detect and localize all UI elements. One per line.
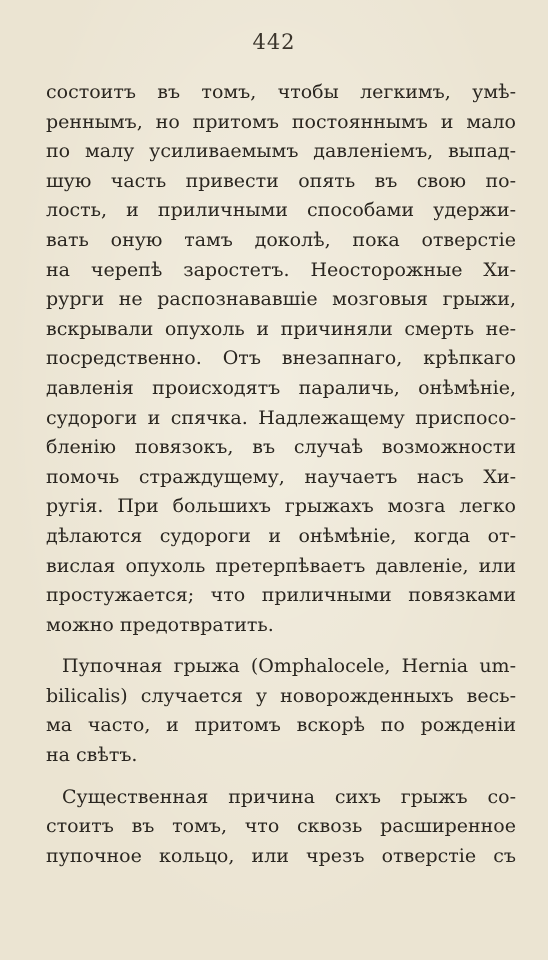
text-line: дѣлаются судороги и онѣмѣніе, когда от- [46, 524, 516, 547]
body-text [46, 78, 516, 871]
text-line: давленія происходятъ параличь, онѣмѣніе, [46, 376, 516, 399]
text-line: лость, и приличными способами удержи- [46, 199, 516, 222]
text-line: ма часто, и притомъ вскорѣ по рожденіи [46, 714, 516, 737]
text-line: судороги и спячка. Надлежащему приспосо- [46, 406, 516, 429]
text-line: можно предотвратить. [46, 613, 274, 636]
text-line: реннымъ, но притомъ постояннымъ и мало [46, 110, 516, 133]
text-line: шую часть привести опять въ свою по- [46, 169, 516, 192]
text-line: помочь страждущему, научаетъ насъ Хи- [46, 465, 516, 488]
text-line: на свѣтъ. [46, 744, 138, 767]
text-line: ругія. При большихъ грыжахъ мозга легко [46, 495, 516, 518]
text-line: Существенная причина сихъ грыжъ со- [62, 785, 516, 808]
text-line: рурги не распознававшіе мозговыя грыжи, [46, 288, 516, 311]
paragraph-2 [46, 652, 516, 770]
text-line: пупочное кольцо, или чрезъ отверстіе съ [46, 844, 516, 867]
text-line: стоитъ въ томъ, что сквозь расширенное [46, 815, 516, 838]
text-line: Пупочная грыжа (Omphalocele, Hernia um- [62, 655, 516, 678]
paragraph-3 [46, 783, 516, 872]
text-line: по малу усиливаемымъ давленіемъ, выпад- [46, 140, 516, 163]
paragraph-1 [46, 78, 516, 640]
text-line: на черепѣ заростетъ. Неосторожные Хи- [46, 258, 516, 281]
page-number: 442 [252, 30, 296, 54]
text-line: состоитъ въ томъ, чтобы легкимъ, умѣ- [46, 81, 516, 103]
text-line: вскрывали опухоль и причиняли смерть не- [46, 317, 516, 340]
text-line: bilicalis) случается у новорожденныхъ весь- [46, 684, 516, 707]
text-line: бленію повязокъ, въ случаѣ возможности [46, 436, 516, 459]
text-line: вать оную тамъ доколѣ, пока отверстіе [46, 228, 516, 251]
text-line: простужается; что приличными повязками [46, 584, 516, 607]
text-line: вислая опухоль претерпѣваетъ давленіе, или [46, 554, 516, 577]
text-line: посредственно. Отъ внезапнаго, крѣпкаго [46, 347, 516, 370]
